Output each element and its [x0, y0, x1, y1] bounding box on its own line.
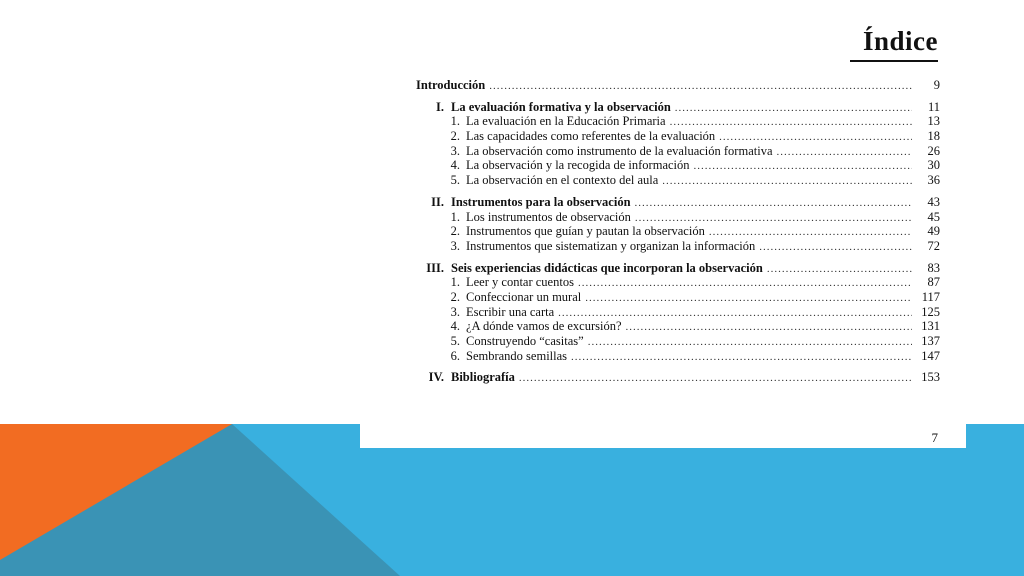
dot-leader — [519, 372, 912, 384]
toc-entry-title: Escribir una carta — [466, 304, 555, 319]
toc-entry-title: La observación como instrumento de la evaluación formativa — [466, 143, 773, 158]
toc-page-number: 43 — [927, 194, 940, 209]
chapter-numeral: II. — [431, 194, 444, 209]
page-number: 7 — [931, 430, 938, 445]
toc-page-number: 72 — [927, 238, 940, 253]
toc-entry-title: Instrumentos que guían y pautan la observación — [466, 224, 705, 239]
toc-item-row — [416, 334, 940, 349]
item-number: 1. — [450, 114, 460, 129]
toc-item-row — [416, 114, 940, 129]
toc-item-row — [416, 173, 940, 188]
item-number: 6. — [450, 348, 460, 363]
toc-page-number: 117 — [921, 289, 940, 304]
toc-chapter-row — [416, 195, 940, 210]
toc-chapter-row — [416, 100, 940, 115]
dot-leader — [719, 131, 912, 143]
dot-leader — [578, 277, 912, 289]
dot-leader — [585, 292, 912, 304]
toc-page-number: 45 — [927, 209, 940, 224]
item-number: 2. — [450, 289, 460, 304]
dot-leader — [777, 146, 913, 158]
toc-page-number: 11 — [927, 99, 940, 114]
toc-entry-title: La evaluación formativa y la observación — [451, 99, 671, 114]
toc-page-number: 49 — [927, 224, 940, 239]
toc-item-row — [416, 224, 940, 239]
toc-page-number: 18 — [927, 129, 940, 144]
item-number: 2. — [450, 129, 460, 144]
dot-leader — [489, 80, 912, 92]
dot-leader — [709, 226, 912, 238]
toc-chapter-row — [416, 261, 940, 276]
page-title: Índice — [862, 26, 938, 56]
dot-leader — [675, 102, 912, 114]
toc-entry-title: La observación y la recogida de información — [466, 158, 690, 173]
toc-page-number: 87 — [927, 275, 940, 290]
toc-page-number: 131 — [921, 319, 940, 334]
toc-item-row — [416, 239, 940, 254]
item-number: 3. — [450, 143, 460, 158]
chapter-numeral: III. — [426, 260, 444, 275]
toc-entry-title: Construyendo “casitas” — [466, 334, 584, 348]
toc-entry-title: ¿A dónde vamos de excursión? — [466, 319, 622, 334]
title-underline — [850, 60, 938, 62]
dot-leader — [767, 263, 912, 275]
toc-entry-title: La evaluación en la Educación Primaria — [466, 114, 666, 129]
toc-entry-title: Seis experiencias didácticas que incorporan la observación — [451, 260, 763, 275]
toc-entry-title: Los instrumentos de observación — [466, 209, 631, 224]
dot-leader — [558, 307, 912, 319]
toc-item-row — [416, 158, 940, 173]
item-number: 3. — [450, 304, 460, 319]
toc-intro-row — [416, 78, 940, 93]
toc-entry-title: Instrumentos para la observación — [451, 194, 631, 209]
table-of-contents — [416, 78, 940, 385]
toc-item-row — [416, 349, 940, 364]
dot-leader — [635, 197, 912, 209]
toc-entry-title: La observación en el contexto del aula — [466, 173, 659, 188]
toc-item-row — [416, 210, 940, 225]
toc-page-number: 83 — [927, 260, 940, 275]
toc-page-number: 147 — [921, 348, 940, 363]
dot-leader — [588, 336, 912, 348]
dot-leader — [626, 321, 912, 333]
chapter-numeral: I. — [436, 99, 444, 114]
item-number: 4. — [450, 319, 460, 334]
dot-leader — [694, 160, 912, 172]
item-number: 1. — [450, 209, 460, 224]
toc-entry-title: Bibliografía — [451, 370, 515, 385]
toc-entry-title: Confeccionar un mural — [466, 289, 582, 304]
toc-item-row — [416, 275, 940, 290]
item-number: 4. — [450, 158, 460, 173]
toc-entry-title: Sembrando semillas — [466, 348, 568, 363]
toc-item-row — [416, 319, 940, 334]
toc-item-row — [416, 290, 940, 305]
item-number: 2. — [450, 224, 460, 239]
toc-page-number: 137 — [921, 334, 940, 348]
toc-page-number: 13 — [927, 114, 940, 129]
dot-leader — [662, 175, 912, 187]
item-number: 3. — [450, 238, 460, 253]
dot-leader — [571, 351, 912, 363]
toc-page-number: 26 — [927, 143, 940, 158]
chapter-numeral: IV. — [428, 370, 444, 385]
toc-page-number: 9 — [933, 78, 940, 92]
toc-entry-title: Las capacidades como referentes de la evaluación — [466, 129, 716, 144]
item-number: 5. — [450, 334, 460, 348]
toc-page-number: 30 — [927, 158, 940, 173]
toc-chapter-row — [416, 370, 940, 385]
toc-page-number: 153 — [921, 370, 940, 385]
item-number: 5. — [450, 173, 460, 188]
dot-leader — [670, 116, 912, 128]
toc-entry-title: Introducción — [416, 78, 486, 92]
toc-item-row — [416, 144, 940, 159]
dot-leader — [635, 212, 912, 224]
item-number: 1. — [450, 275, 460, 290]
book-page — [360, 0, 966, 448]
dot-leader — [759, 241, 912, 253]
toc-entry-title: Instrumentos que sistematizan y organizan la información — [466, 238, 756, 253]
toc-item-row — [416, 129, 940, 144]
toc-page-number: 36 — [927, 173, 940, 188]
toc-page-number: 125 — [921, 304, 940, 319]
toc-item-row — [416, 305, 940, 320]
toc-entry-title: Leer y contar cuentos — [466, 275, 574, 290]
